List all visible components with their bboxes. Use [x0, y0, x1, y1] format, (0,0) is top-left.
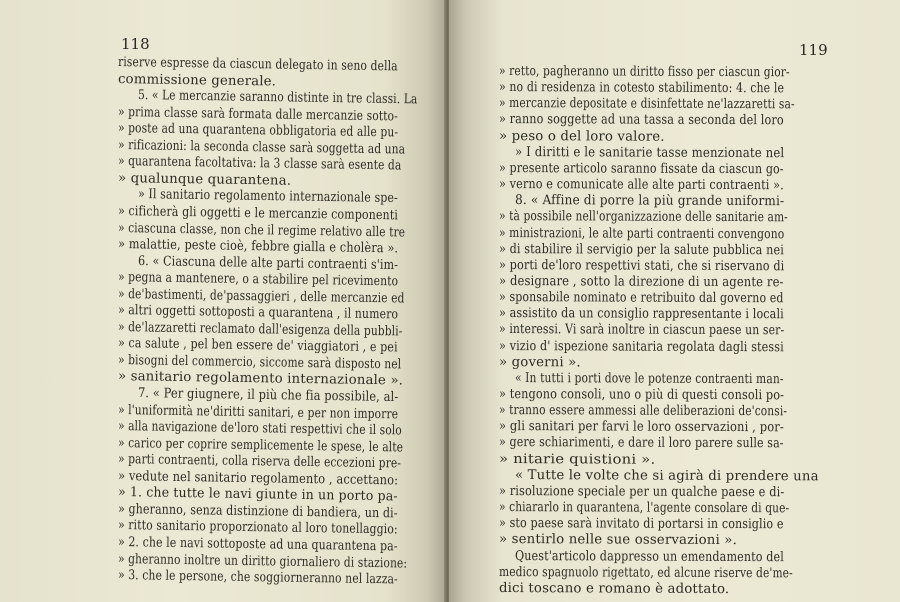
right-text-line: » tengono consoli, uno o più di questi consoli po- [498, 387, 785, 404]
right-text-line: » mercanzie depositate e disinfettate ne'lazzaretti sa- [498, 96, 795, 113]
right-page-text [449, 0, 900, 602]
right-text-line: » gere schiarimenti, e dare il loro parere sulle sa- [498, 435, 784, 452]
left-text-line: » ritto sanitario proporzionato al loro tonellaggio: [117, 518, 398, 538]
left-text-line: » altri oggetti sottoposti a quarantena , il numero [117, 303, 399, 323]
right-text-line: » assistito da un consiglio rappresentante i locali [498, 306, 784, 323]
left-page [0, 0, 446, 602]
left-text-line: » qualunque quarantena. [117, 170, 292, 189]
right-text-line: » gli sanitari per farvi le loro osservazioni , por- [498, 419, 784, 436]
right-text-line: » presente articolo saranno fissate da ciascun go- [498, 160, 784, 178]
right-text-line: » interessi. Vi sarà inoltre in ciascun paese un ser- [498, 322, 785, 339]
left-text-line: 5. « Le mercanzie saranno distinte in tre classi. La [137, 88, 418, 108]
right-text-line: « In tutti i porti dove le potenze contraenti man- [514, 370, 784, 388]
right-text-line: » retto, pagheranno un diritto fisso per ciascun gior- [498, 64, 790, 81]
left-text-line: » bisogni del commercio, siccome sarà disposto nel [117, 352, 402, 373]
left-text-line: » gheranno, senza distinzione di bandiera, un di- [117, 501, 398, 522]
right-text-line: » di stabilire il servigio per la salute pubblica nei [498, 241, 784, 258]
right-text-line: medico spagnuolo rigettato, ed alcune riserve de'me- [498, 564, 793, 581]
left-page-text [0, 0, 446, 602]
left-text-line: » poste ad una quarantena obbligatoria ed alle pu- [117, 121, 399, 141]
left-text-line: » alla navigazione de'loro stati respettivi che il solo [117, 419, 403, 439]
left-text-line: » carico per coprire semplicemente le spese, le alte [117, 435, 404, 456]
left-text-line: » cificherà gli oggetti e le mercanzie componenti [117, 203, 399, 224]
right-text-line: » tà possibile nell'organizzazione delle sanitarie am- [498, 209, 788, 226]
left-text-line: commissione generale. [117, 71, 277, 90]
left-text-line: » rificazioni: la seconda classe sarà soggetta ad una [117, 137, 406, 158]
left-text-line: 7. « Per giugnere, il più che fia possibile, al- [137, 386, 399, 406]
right-text-line: » sponsabile nominato e retribuito dal governo ed [498, 290, 784, 307]
left-text-line: » ciascuna classe, non che il regime relativo alle tre [117, 220, 406, 241]
right-text-line: » sentirlo nelle sue osservazioni ». [498, 532, 737, 549]
right-text-line: » ranno soggette ad una tassa a seconda del loro [498, 112, 784, 129]
page-number-left: 118 [121, 35, 150, 53]
right-text-line: « Tutte le volte che si agirà di prendere una [514, 467, 819, 485]
right-text-line: » I diritti e le sanitarie tasse menzionate nel [514, 144, 785, 161]
right-text-line: 8. « Affine di porre la più grande uniformi- [514, 193, 785, 210]
left-text-line: » parti contraenti, colla riserva delle eccezioni pre- [117, 452, 402, 472]
left-text-line: » de'lazzaretti reclamato dall'esigenza della pubbli- [117, 319, 403, 340]
right-page [449, 0, 900, 602]
right-text-line: » porti de'loro respettivi stati, che si riservano di [498, 257, 785, 275]
left-text-line: » prima classe sarà formata dalle mercanzie sotto- [117, 104, 398, 125]
left-text-line: » vedute nel sanitario regolamento , accettano: [117, 468, 399, 489]
right-text-line: » designare , sotto la direzione di un agente re- [498, 273, 784, 291]
page-number-right: 119 [799, 41, 828, 59]
right-text-line: » no di residenza in cotesto stabilimento: 4. che le [498, 80, 785, 97]
left-text-line: riserve espresse da ciascun delegato in seno della [117, 55, 398, 75]
left-text-line: » 3. che le persone, che soggiorneranno nel lazza- [117, 568, 398, 588]
right-text-line: » verno e comunicate alle alte parti contraenti ». [498, 177, 784, 194]
right-text-line: » chiararlo in quarantena, l'agente consolare di que- [498, 500, 790, 517]
right-text-line: » risoluzione speciale per un qualche paese e di- [498, 483, 785, 501]
right-text-line: Quest'articolo dappresso un emendamento del [514, 548, 784, 565]
left-text-line: » 2. che le navi sottoposte ad una quarantena pa- [117, 534, 398, 555]
right-text-line: » sto paese sarà invitato di portarsi in consiglio e [498, 516, 784, 533]
right-text-line: » peso o del loro valore. [498, 128, 665, 145]
right-text-line: dici toscano e romano è adottato. [498, 580, 730, 597]
right-text-line: » tranno essere ammessi alle deliberazioni de'consi- [498, 403, 788, 420]
left-text-line: » Il sanitario regolamento internazionale spe- [137, 187, 398, 207]
left-text-line: » malattie, peste cioè, febbre gialla e cholèra ». [117, 237, 399, 257]
right-text-line: » governi ». [498, 354, 581, 371]
right-text-line: » ministrazioni, le alte parti contraenti convengono [498, 225, 785, 242]
left-text-line: » de'bastimenti, de'passaggieri , delle mercanzie ed [117, 286, 405, 307]
left-text-line: 6. « Ciascuna delle alte parti contraenti s'im- [137, 253, 399, 273]
left-text-line: » pegna a mantenere, o a stabilire pel ricevimento [117, 270, 399, 290]
left-text-line: » ca salute , pel ben essere de' viaggiatori , e pei [117, 336, 398, 356]
left-text-line: » quarantena facoltativa: la 3 classe sarà esente da [117, 154, 402, 174]
left-text-line: » 1. che tutte le navi giunte in un porto pa- [117, 485, 398, 505]
left-text-line: » l'uniformità ne'diritti sanitari, e per non imporre [117, 402, 399, 422]
right-text-line: » nitarie quistioni ». [498, 451, 656, 468]
right-text-line: » vizio d' ispezione sanitaria regolata dagli stessi [498, 338, 784, 355]
left-text-line: » sanitario regolamento internazionale ». [117, 369, 404, 389]
left-text-line: » gheranno inoltre un diritto giornaliero di stazione: [117, 551, 408, 572]
